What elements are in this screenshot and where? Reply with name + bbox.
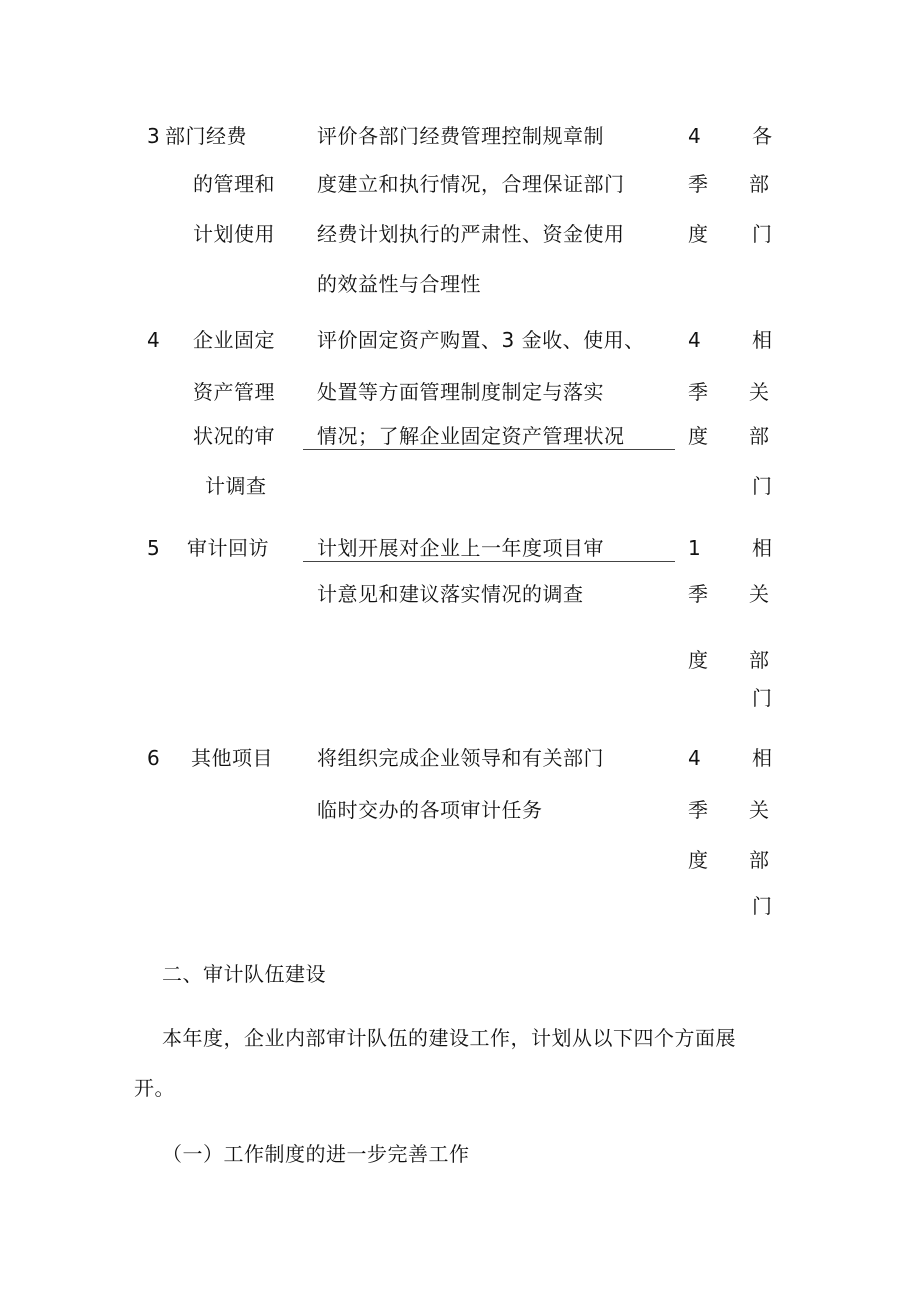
- row-title-line: 其他项目: [191, 746, 273, 770]
- paragraph-line: 开。: [134, 1076, 175, 1100]
- row-content-line: 的效益性与合理性: [317, 272, 481, 296]
- row-dept-line: 门: [752, 894, 773, 918]
- section-heading: 二、审计队伍建设: [162, 962, 326, 986]
- row-number: 4: [147, 328, 161, 352]
- row-dept-line: 部: [749, 172, 770, 196]
- row-dept-line: 门: [752, 686, 773, 710]
- row-quarter-line: 季: [688, 798, 709, 822]
- row-title-line: 审计回访: [187, 536, 269, 560]
- row-number: 6: [147, 746, 161, 770]
- row-content-line: 评价各部门经费管理控制规章制: [317, 124, 604, 148]
- row-dept-line: 部: [749, 848, 770, 872]
- row-content-line: 将组织完成企业领导和有关部门: [317, 746, 604, 770]
- row-dept-line: 各: [752, 124, 773, 148]
- row-title-line: 计划使用: [193, 222, 275, 246]
- row-content-line: 评价固定资产购置、3 金收、使用、: [317, 328, 645, 352]
- row-dept-line: 门: [752, 474, 773, 498]
- row-quarter-line: 4: [688, 746, 702, 770]
- row-title-line: 企业固定: [193, 328, 275, 352]
- row-dept-line: 部: [749, 424, 770, 448]
- row-dept-line: 部: [749, 648, 770, 672]
- row-quarter-line: 季: [688, 172, 709, 196]
- row-dept-line: 相: [752, 328, 773, 352]
- row-content-line: 计意见和建议落实情况的调查: [317, 582, 584, 606]
- row-title-line: 部门经费: [165, 124, 247, 148]
- row-quarter-line: 1: [688, 536, 702, 560]
- row-dept-line: 门: [752, 222, 773, 246]
- row-number: 3: [147, 124, 161, 148]
- row-content-line: 经费计划执行的严肃性、资金使用: [317, 222, 625, 246]
- row-content-line: 度建立和执行情况，合理保证部门: [317, 172, 625, 196]
- row-quarter-line: 4: [688, 328, 702, 352]
- row-quarter-line: 度: [688, 222, 709, 246]
- underline-rule: [303, 561, 675, 562]
- row-content-line: 情况；了解企业固定资产管理状况: [317, 424, 625, 448]
- row-title-line: 计调查: [205, 474, 267, 498]
- row-dept-line: 关: [749, 582, 770, 606]
- row-content-line: 计划开展对企业上一年度项目审: [317, 536, 604, 560]
- row-dept-line: 相: [752, 536, 773, 560]
- row-content-line: 处置等方面管理制度制定与落实: [317, 380, 604, 404]
- row-content-line: 临时交办的各项审计任务: [317, 798, 543, 822]
- subheading: （一）工作制度的进一步完善工作: [162, 1142, 470, 1166]
- row-title-line: 资产管理: [193, 380, 275, 404]
- row-quarter-line: 度: [688, 848, 709, 872]
- row-number: 5: [147, 536, 161, 560]
- row-quarter-line: 季: [688, 582, 709, 606]
- row-title-line: 的管理和: [193, 172, 275, 196]
- row-quarter-line: 4: [688, 124, 702, 148]
- row-dept-line: 相: [752, 746, 773, 770]
- row-dept-line: 关: [749, 798, 770, 822]
- underline-rule: [303, 449, 675, 450]
- paragraph-line: 本年度，企业内部审计队伍的建设工作，计划从以下四个方面展: [162, 1026, 736, 1050]
- row-quarter-line: 度: [688, 424, 709, 448]
- row-title-line: 状况的审: [193, 424, 275, 448]
- row-quarter-line: 季: [688, 380, 709, 404]
- row-dept-line: 关: [749, 380, 770, 404]
- row-quarter-line: 度: [688, 648, 709, 672]
